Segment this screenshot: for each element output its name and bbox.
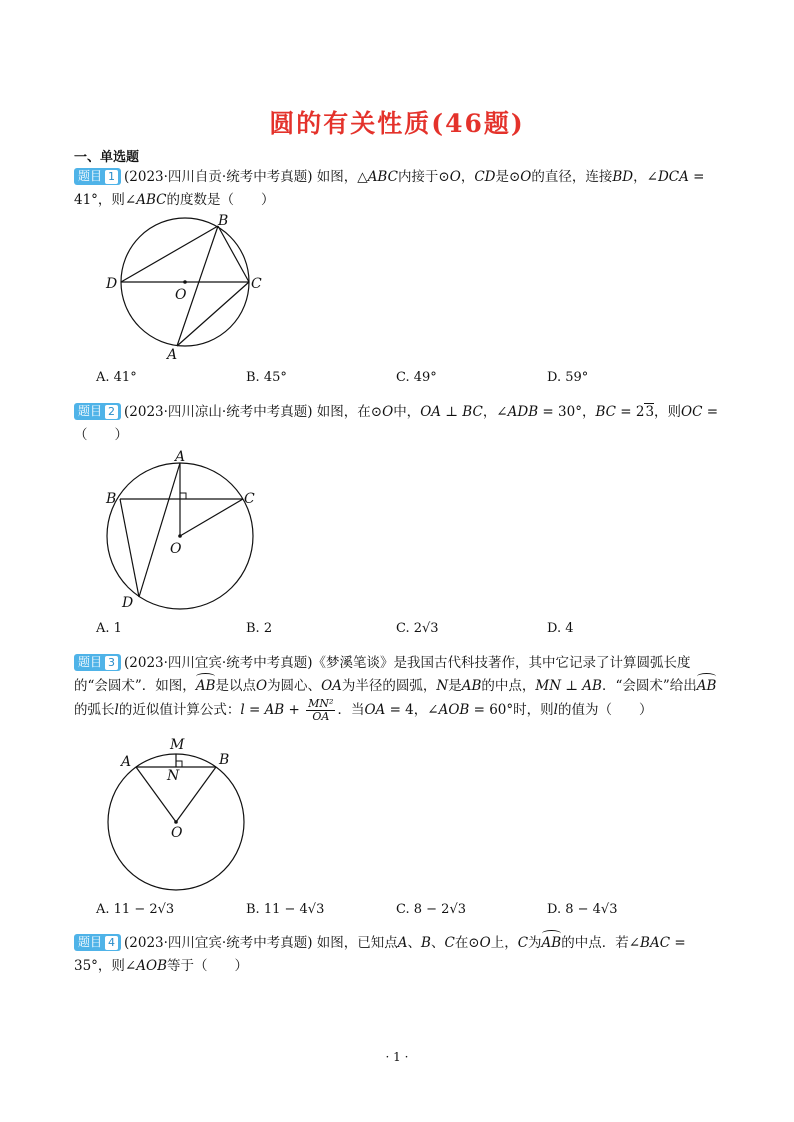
point-label: O (175, 287, 187, 303)
option-c[interactable]: C. 2√3 (396, 621, 439, 636)
question-badge: 题目 4 (74, 934, 121, 951)
point-label: C (251, 276, 262, 292)
point-label: A (121, 754, 132, 770)
option-d[interactable]: D. 4 (547, 621, 574, 636)
point-label: O (171, 825, 183, 841)
point-label: D (122, 595, 134, 611)
option-a[interactable]: A. 41° (96, 370, 137, 385)
option-a[interactable]: A. 1 (96, 621, 122, 636)
question-badge: 题目 1 (74, 168, 121, 185)
option-a[interactable]: A. 11 − 2√3 (96, 902, 175, 917)
option-c[interactable]: C. 49° (396, 370, 437, 385)
section-heading: 一、单选题 (74, 150, 140, 165)
question-badge: 题目 2 (74, 403, 121, 420)
point-label: N (167, 768, 180, 784)
question-2: 题目 2 (2023·四川凉山·统考中考真题) 如图，在⊙O中，OA ⊥ BC，∠ADB = 30°，BC = 23，则OC = （ ） (74, 404, 719, 443)
question-source: (2023·四川自贡·统考中考真题) (124, 169, 313, 185)
point-label: B (106, 491, 117, 507)
question-3: 题目 3 (2023·四川宜宾·统考中考真题)《梦溪笔谈》是我国古代科技著作，其中它记录了计算圆弧长度的“会圆术”．如图，AB是以点O为圆心、OA为半径的圆弧，N是AB的中点，MN ⊥ AB．“会圆术”给出AB的弧长l的近似值计算公式：l = AB + $\frac{\text{MN²}}{OA}$ ．当OA = 4，∠AOB = 60°时，则l的值为（ ） (74, 655, 717, 723)
point-label: B (218, 213, 229, 229)
point-label: C (244, 491, 255, 507)
option-b[interactable]: B. 45° (246, 370, 287, 385)
question-source: (2023·四川凉山·统考中考真题) (124, 404, 313, 420)
point-label: A (167, 347, 178, 363)
question-source: (2023·四川宜宾·统考中考真题) (124, 935, 313, 951)
page-title: 圆的有关性质(46题) (269, 109, 525, 138)
question-4: 题目 4 (2023·四川宜宾·统考中考真题) 如图，已知点A、B、C在⊙O上，C为AB的中点．若∠BAC = 35°，则∠AOB等于（ ） (74, 932, 724, 978)
question-badge: 题目 3 (74, 654, 121, 671)
option-b[interactable]: B. 2 (246, 621, 273, 636)
point-label: O (170, 541, 182, 557)
question-source: (2023·四川宜宾·统考中考真题) (124, 655, 313, 671)
point-label: D (106, 276, 118, 292)
option-d[interactable]: D. 59° (547, 370, 589, 385)
point-label: A (175, 449, 186, 465)
point-label: B (219, 752, 230, 768)
question-1: 题目 1 (2023·四川自贡·统考中考真题) 如图，△ABC内接于⊙O，CD是⊙O的直径，连接BD，∠DCA = 41°，则∠ABC的度数是（ ） (74, 169, 705, 208)
option-d[interactable]: D. 8 − 4√3 (547, 902, 618, 917)
page-number: · 1 · (385, 1050, 409, 1064)
option-b[interactable]: B. 11 − 4√3 (246, 902, 325, 917)
option-c[interactable]: C. 8 − 2√3 (396, 902, 467, 917)
point-label: M (170, 737, 185, 753)
